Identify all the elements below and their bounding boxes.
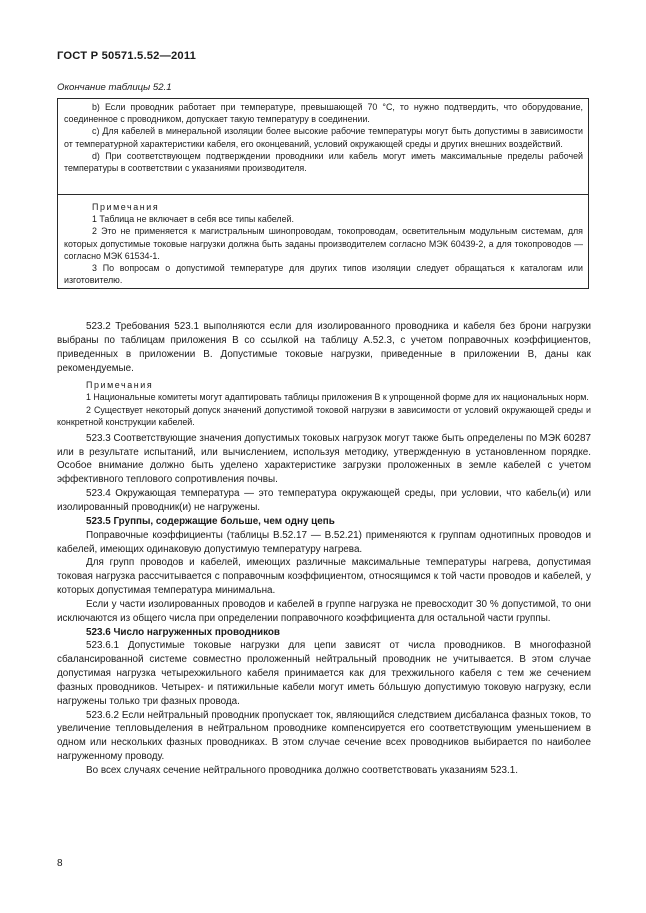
- page-number: 8: [57, 858, 63, 869]
- clause-523-3: 523.3 Соответствующие значения допустимых токовых нагрузок могут также быть определены по МЭК 60287 или в результате испытаний, или вычислением, используя методику, утвержденную в установленном порядке. Особое внимание должно быть уделено характеристике загрузки проложенных в земле кабелей с учетом эффективного теплового сопротивления почвы.: [57, 432, 591, 486]
- clause-523-2: 523.2 Требования 523.1 выполняются если для изолированного проводника и кабеля без брони нагрузки выбраны по таблицам приложения В со ссылкой на таблицу А.52.3, с учетом поправочных коэффициентов, приведенных в приложении В. Допустимые токовые нагрузки, приведенные в приложении В, даны как рекомендуемые.: [57, 321, 591, 374]
- clause-523-5-para-1: Поправочные коэффициенты (таблицы В.52.17 — В.52.21) применяются к группам однотипных проводов и кабелей, имеющих одинаковую допустимую температуру нагрева.: [57, 529, 591, 555]
- heading-523-6: 523.6 Число нагруженных проводников: [86, 626, 281, 638]
- footnote-c: c) Для кабелей в минеральной изоляции более высокие рабочие температуры могут быть допустимы в зависимости от температурной характеристики кабеля, его оконцеваний, условий окружающей среды и других внешних воздействий.: [64, 126, 583, 149]
- body-text: [57, 320, 591, 778]
- clause-523-6-3: Во всех случаях сечение нейтрального проводника должно соответствовать указаниям 523.1.: [86, 765, 519, 776]
- table-footnotes: [64, 101, 583, 174]
- clause-523-5-para-3: Если у части изолированных проводов и кабелей в группе нагрузка не превосходит 30 % допустимой, то они исключаются из общего числа при определении поправочного коэффициента для остальной части группы.: [57, 598, 591, 624]
- table-notes-heading: Примечания: [92, 202, 160, 212]
- clause-523-5-para-2: Для групп проводов и кабелей, имеющих различные максимальные температуры нагрева, допустимая токовая нагрузка рассчитывается с поправочным коэффициентом, относящимся к той части проводов и кабелей, у которых допустимая температура минимальна.: [57, 557, 591, 597]
- footnote-b: b) Если проводник работает при температуре, превышающей 70 °С, то нужно подтвердить, что оборудование, соединенное с проводником, допускает такую температуру в соединении.: [64, 102, 583, 125]
- footnote-d: d) При соответствующем подтверждении проводники или кабель могут иметь максимальные пределы рабочей температуры в соответствии с указаниями производителя.: [64, 150, 583, 174]
- table-note-2: 2 Это не применяется к магистральным шинопроводам, токопроводам, осветительным модульным системам, для которых допустимые токовые нагрузки должна быть заданы производителем согласно МЭК 60439-2, а для токопроводов — согласно МЭК 61534-1.: [64, 226, 583, 261]
- note-2: 2 Существует некоторый допуск значений допустимой токовой нагрузки в зависимости от условий окружающей среды и конкретной конструкции кабелей.: [57, 404, 591, 427]
- notes-heading: Примечания: [86, 380, 154, 391]
- clause-523-4: 523.4 Окружающая температура — это температура окружающей среды, при условии, что кабель(и) или изолированный проводник(и) не нагружены.: [57, 488, 591, 513]
- table-notes: [64, 201, 583, 286]
- table-continuation: [57, 98, 589, 289]
- table-divider: [58, 194, 588, 195]
- table-caption: Окончание таблицы 52.1: [57, 82, 172, 93]
- note-1: 1 Национальные комитеты могут адаптировать таблицы приложения В к упрощенной форме для их национальных норм.: [86, 392, 589, 403]
- clause-523-6-2: 523.6.2 Если нейтральный проводник пропускает ток, являющийся следствием дисбаланса фазных токов, то увеличение тепловыделения в нейтральном проводнике компенсируется его соответствующим уменьшением в одном или нескольких фазных проводниках. В этом случае сечение всех проводников выбирается по наиболее нагруженному проводу.: [57, 709, 591, 763]
- clause-523-6-1: 523.6.1 Допустимые токовые нагрузки для цепи зависят от числа проводников. В многофазной сбалансированной системе совместно проложенный нейтральный проводник не учитывается. В этом случае допустимая нагрузка четырехжильного кабеля принимается как для трехжильного кабеля с тем же сечением фазных проводников. Четырех- и пятижильные кабели могут иметь бóльшую допустимую токовую нагрузку, если нагружены только три фазных провода.: [57, 640, 591, 707]
- heading-523-5: 523.5 Группы, содержащие больше, чем одну цепь: [86, 515, 335, 527]
- table-note-1: 1 Таблица не включает в себя все типы кабелей.: [92, 214, 294, 225]
- standard-designation: ГОСТ Р 50571.5.52—2011: [57, 50, 197, 62]
- table-note-3: 3 По вопросам о допустимой температуре для других типов изоляции следует обращаться к каталогам или изготовителю.: [64, 263, 583, 286]
